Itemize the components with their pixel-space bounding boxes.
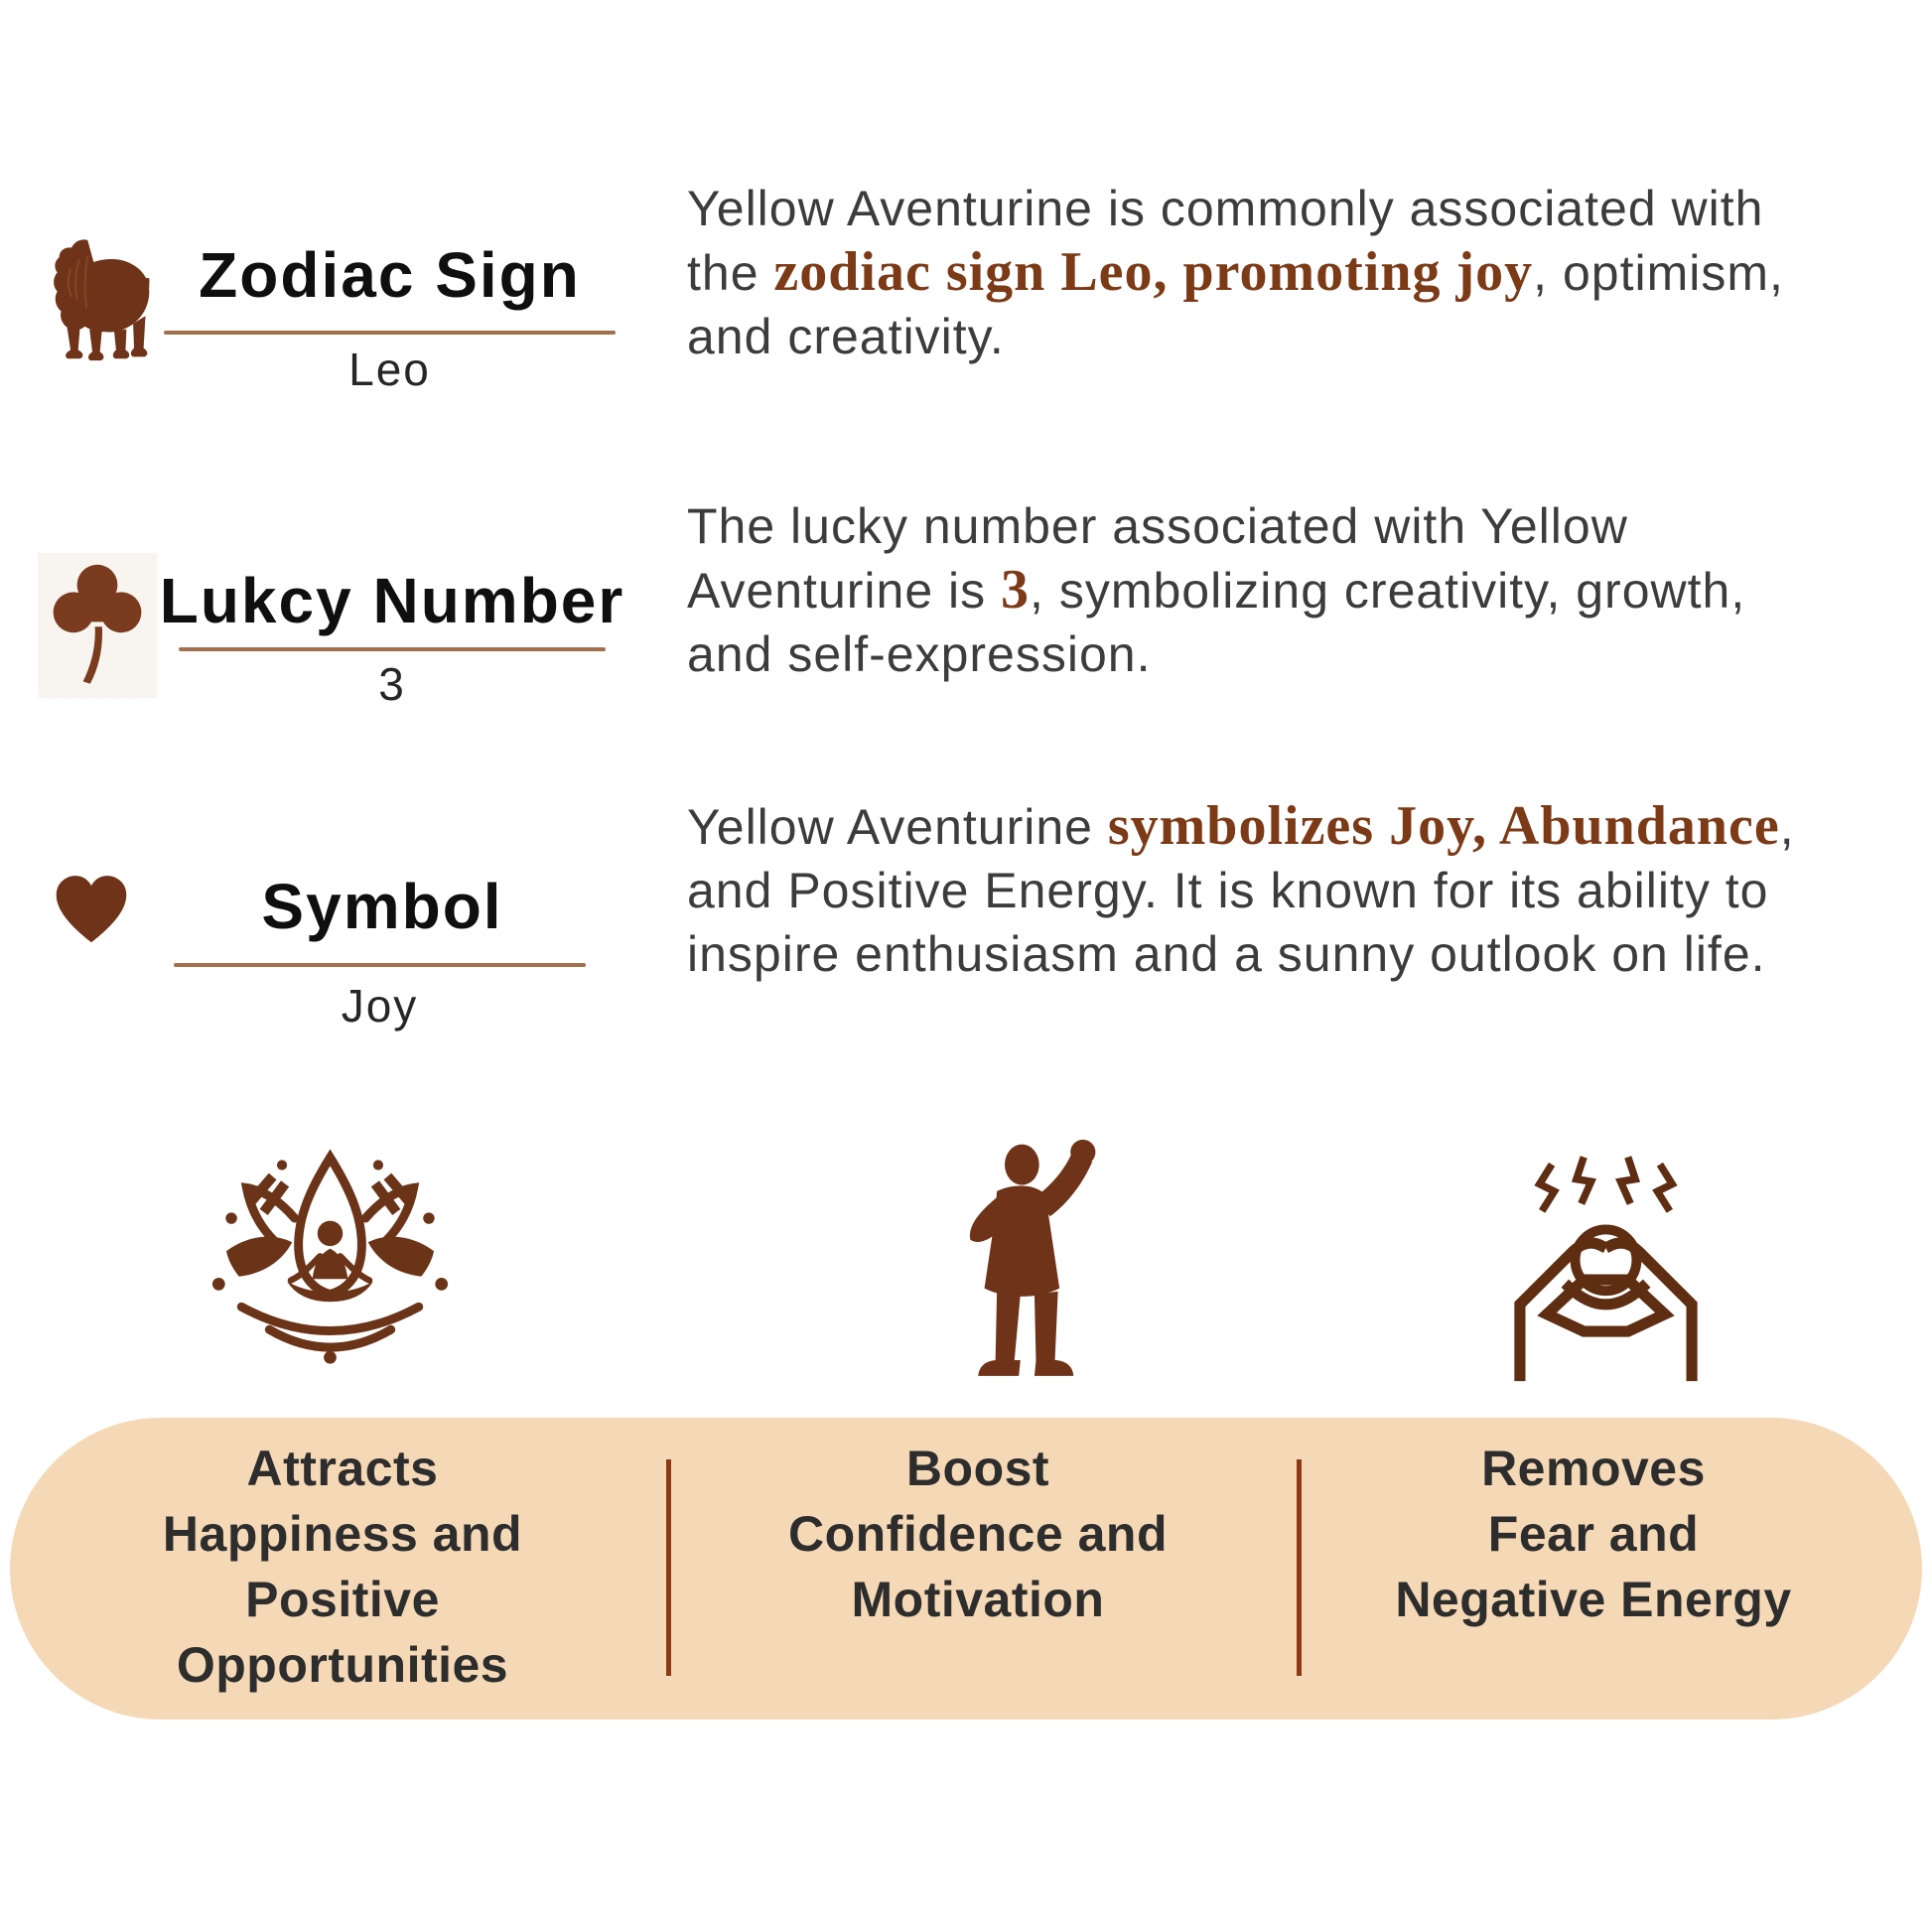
attribute-value-zodiac-sign: Leo: [348, 344, 431, 395]
underline-decoration: [179, 647, 606, 651]
banner-divider: [666, 1459, 671, 1676]
attribute-value-symbol: Joy: [341, 980, 419, 1032]
lion-icon: [52, 236, 156, 365]
benefit-attracts-happiness: Attracts Happiness and Positive Opportunities: [162, 1441, 523, 1693]
lotus-meditation-icon: [204, 1140, 457, 1393]
benefit-boost-confidence: Boost Confidence and Motivation: [787, 1441, 1169, 1627]
confident-person-icon: [928, 1132, 1122, 1390]
attribute-label-zodiac-sign: Zodiac Sign: [199, 239, 581, 311]
benefit-removes-fear: Removes Fear and Negative Energy: [1395, 1441, 1792, 1627]
attribute-value-lucky-number: 3: [378, 658, 406, 710]
banner-divider: [1297, 1459, 1302, 1676]
stressed-person-icon: [1479, 1150, 1732, 1383]
underline-decoration: [174, 963, 586, 967]
zodiac-description-paragraph: Yellow Aventurine is commonly associated with the zodiac sign Leo, promoting joy, optimism, and creativity.: [687, 181, 1784, 364]
attribute-label-symbol: Symbol: [261, 871, 503, 942]
symbol-description-paragraph: Yellow Aventurine symbolizes Joy, Abundance, and Positive Energy. It is known for its ability to inspire enthusiasm and a sunny outlook on life.: [687, 795, 1795, 982]
attribute-label-lucky-number: Lukcy Number: [159, 565, 625, 636]
heart-icon: [50, 868, 133, 947]
underline-decoration: [164, 331, 616, 335]
lucky-number-description-paragraph: The lucky number associated with Yellow Aventurine is 3, symbolizing creativity, growth, and self-expression.: [687, 498, 1746, 682]
